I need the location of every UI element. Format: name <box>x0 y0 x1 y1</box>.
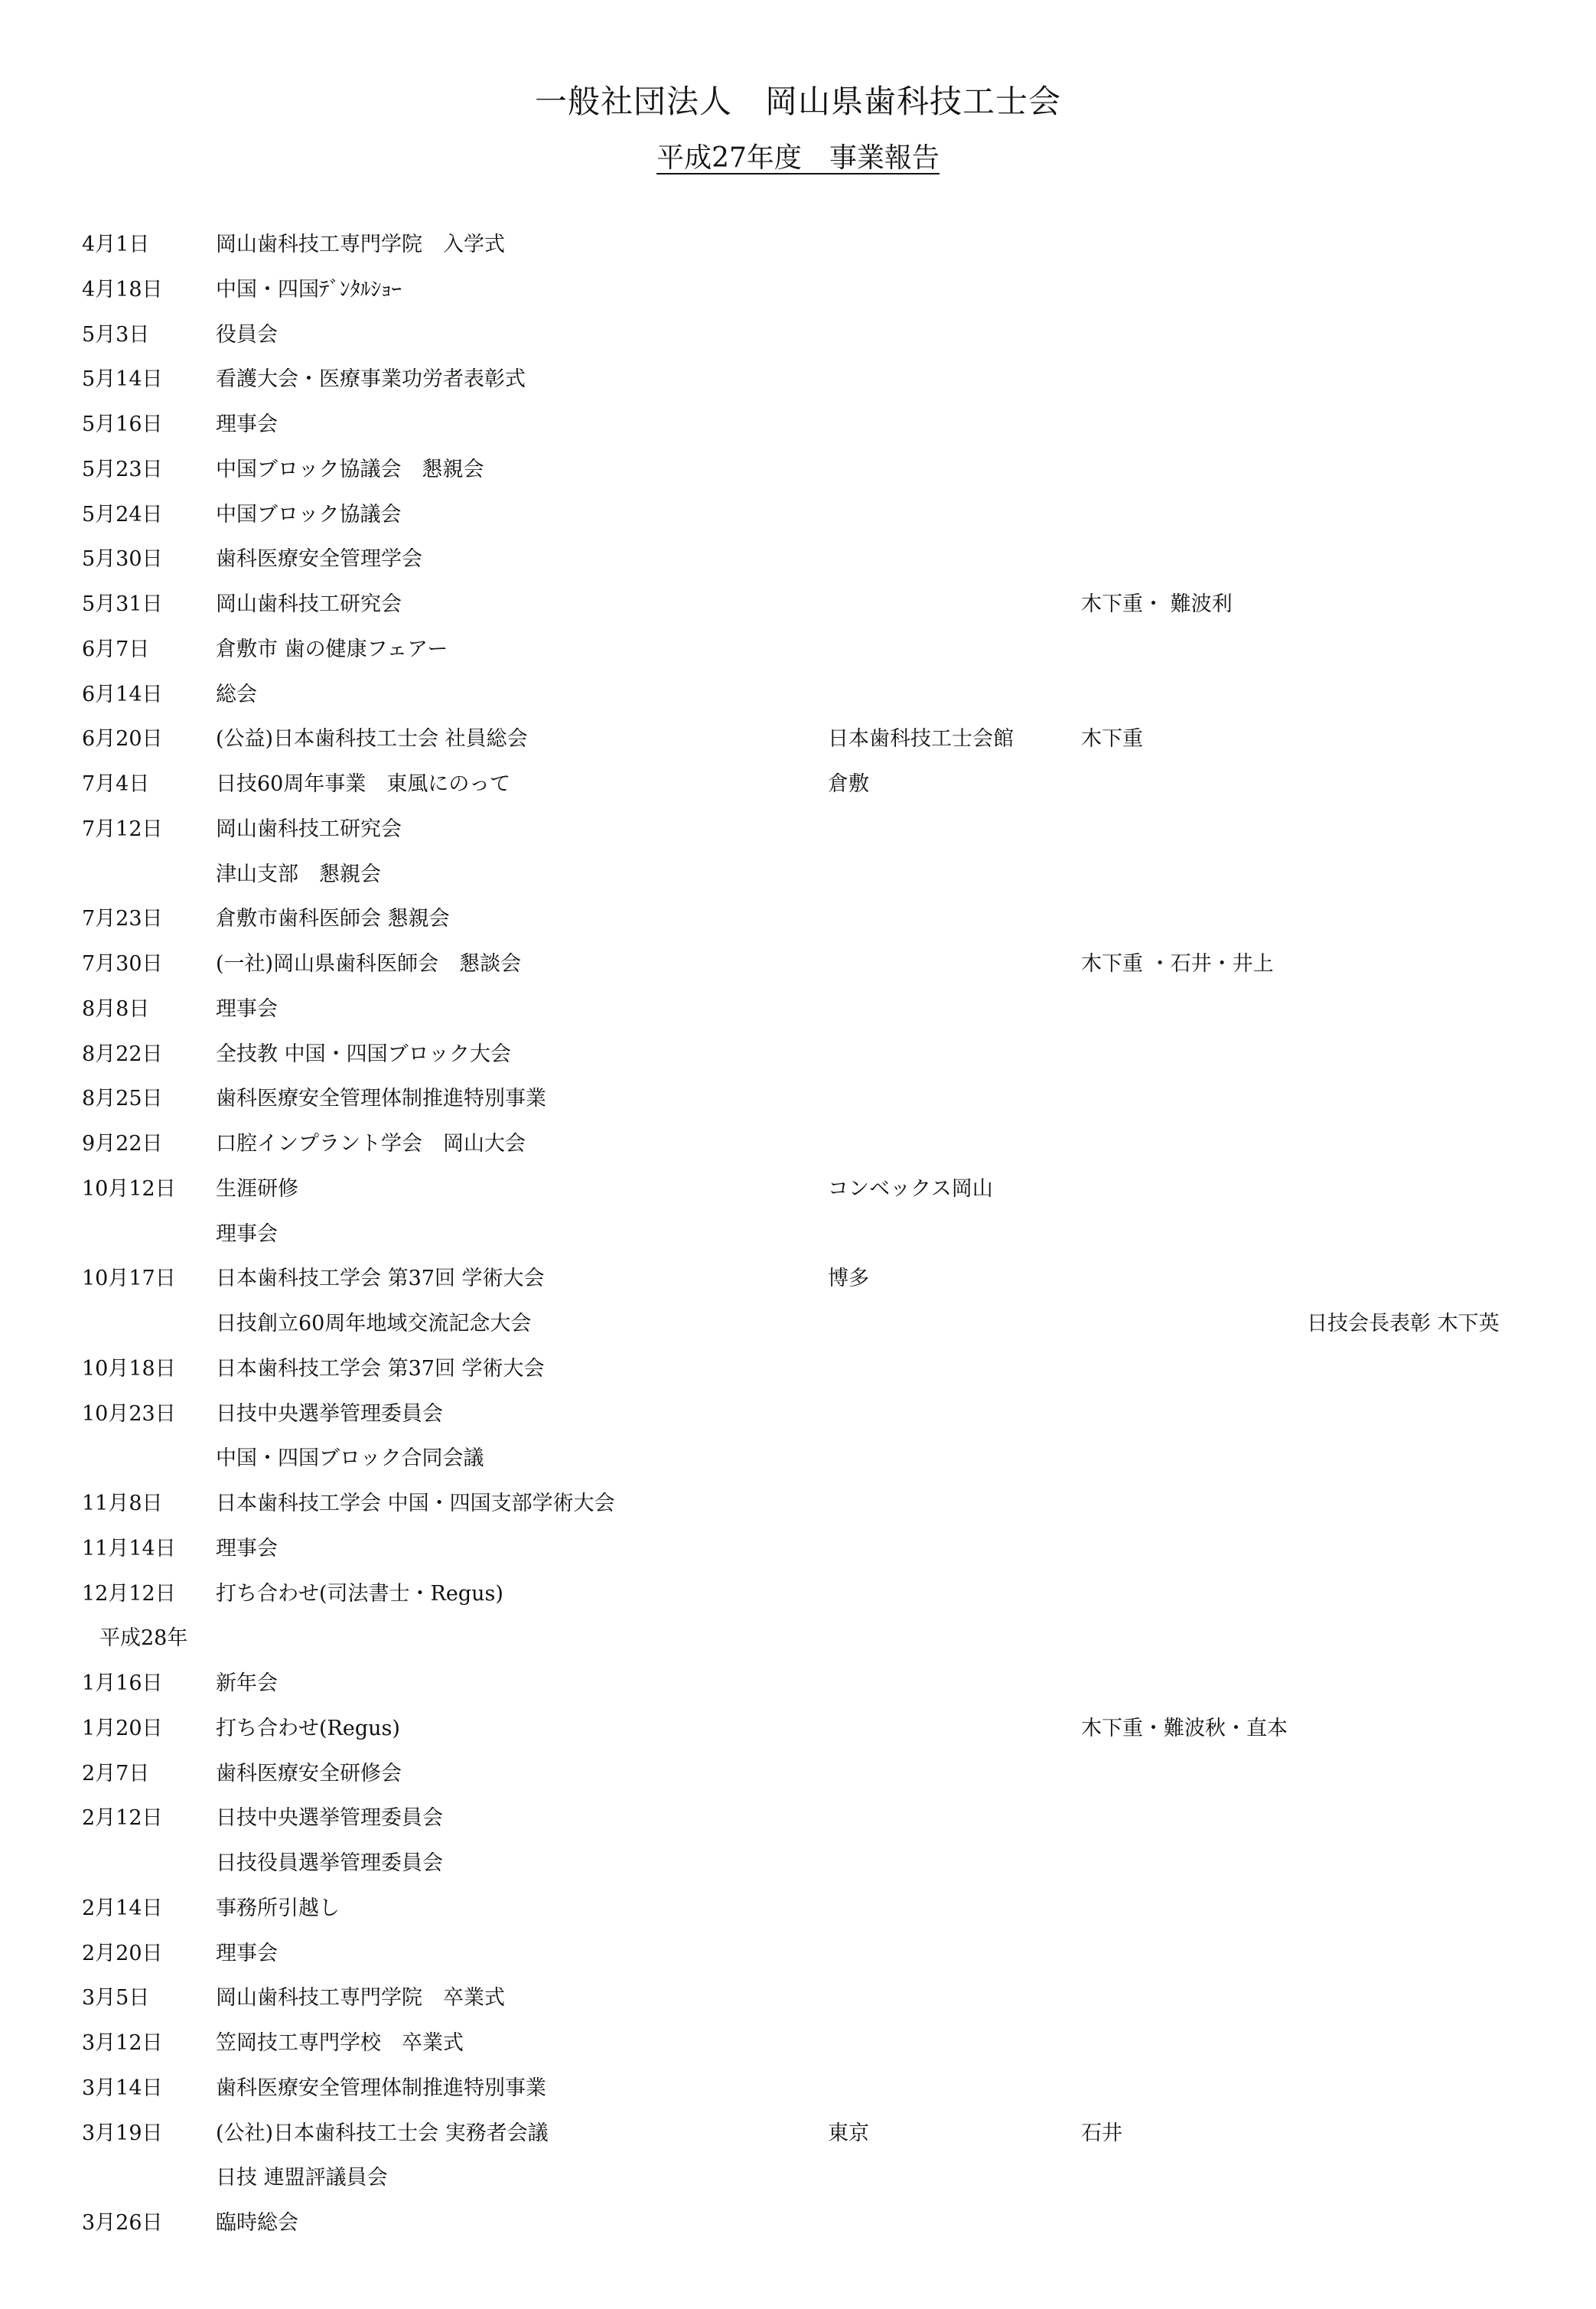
schedule-event: 中国ブロック協議会 <box>216 502 402 527</box>
schedule-event: 生涯研修 <box>216 1176 298 1201</box>
schedule-row <box>0 2208 1596 2253</box>
schedule-row <box>0 589 1596 634</box>
schedule-date: 7月30日 <box>82 952 163 976</box>
schedule-date: 10月12日 <box>82 1176 176 1201</box>
schedule-award: 日技会長表彰 木下英 <box>1307 1312 1500 1336</box>
subtitle-text: 平成27年度 事業報告 <box>656 142 940 174</box>
schedule-event: 打ち合わせ(Regus) <box>216 1716 400 1740</box>
schedule-attendees: 木下重 <box>1081 727 1143 752</box>
schedule-row <box>0 1219 1596 1264</box>
schedule-event: 中国・四国ﾃﾞﾝﾀﾙｼｮｰ <box>216 277 402 302</box>
schedule-row <box>0 1129 1596 1174</box>
schedule-date: 5月3日 <box>82 322 150 347</box>
schedule-date: 9月22日 <box>82 1132 163 1156</box>
schedule-venue: 東京 <box>828 2121 869 2145</box>
schedule-event: 日本歯科技工学会 第37回 学術大会 <box>216 1356 545 1381</box>
schedule-event: (公益)日本歯科技工士会 社員総会 <box>216 727 528 752</box>
schedule-date: 3月14日 <box>82 2076 163 2100</box>
schedule-row <box>0 1354 1596 1399</box>
schedule-row <box>0 1039 1596 1084</box>
schedule-date: 平成28年 <box>99 1626 188 1651</box>
schedule-event: 臨時総会 <box>216 2211 298 2235</box>
schedule-row <box>0 814 1596 859</box>
schedule-event: 岡山歯科技工研究会 <box>216 817 402 841</box>
schedule-row <box>0 1534 1596 1579</box>
schedule-row <box>0 949 1596 994</box>
schedule-event: 看護大会・医療事業功労者表彰式 <box>216 367 526 392</box>
schedule-date: 8月25日 <box>82 1087 163 1111</box>
schedule-row <box>0 1489 1596 1534</box>
schedule-row <box>0 455 1596 500</box>
schedule-row <box>0 1399 1596 1444</box>
schedule-date: 8月22日 <box>82 1042 163 1066</box>
schedule-row <box>0 275 1596 320</box>
schedule-event: 歯科医療安全管理体制推進特別事業 <box>216 2076 546 2100</box>
schedule-venue: 博多 <box>828 1267 869 1291</box>
schedule-event: 理事会 <box>216 996 278 1021</box>
schedule-row <box>0 544 1596 589</box>
schedule-row <box>0 1264 1596 1309</box>
schedule-date: 7月4日 <box>82 772 150 796</box>
schedule-event: 日技創立60周年地域交流記念大会 <box>216 1312 532 1336</box>
schedule-date: 5月30日 <box>82 547 163 572</box>
schedule-date: 3月26日 <box>82 2211 163 2235</box>
schedule-row <box>0 230 1596 275</box>
schedule-event: 新年会 <box>216 1671 278 1695</box>
schedule-event: 日技中央選挙管理委員会 <box>216 1401 443 1426</box>
schedule-event: 中国・四国ブロック合同会議 <box>216 1446 484 1471</box>
schedule-date: 1月20日 <box>82 1716 163 1740</box>
schedule-date: 1月16日 <box>82 1671 163 1695</box>
schedule-event: 笠岡技工専門学校 卒業式 <box>216 2031 464 2055</box>
schedule-event: 理事会 <box>216 413 278 436</box>
schedule-event: 津山支部 懇親会 <box>216 862 381 886</box>
schedule-date: 10月23日 <box>82 1401 176 1426</box>
schedule-event: 岡山歯科技工専門学院 入学式 <box>216 233 505 256</box>
schedule-row <box>0 1848 1596 1893</box>
schedule-event: 理事会 <box>216 1536 278 1561</box>
schedule-row <box>0 634 1596 680</box>
schedule-event: 倉敷市歯科医師会 懇親会 <box>216 907 450 931</box>
schedule-date: 11月8日 <box>82 1492 163 1515</box>
schedule-date: 10月18日 <box>82 1356 176 1381</box>
schedule-row <box>0 1174 1596 1219</box>
schedule-attendees: 木下重・難波秋・直本 <box>1081 1716 1288 1740</box>
schedule-date: 4月18日 <box>82 277 163 302</box>
schedule-event: 歯科医療安全研修会 <box>216 1761 402 1786</box>
schedule-event: 日技 連盟評議員会 <box>216 2166 388 2190</box>
schedule-date: 2月12日 <box>82 1806 163 1831</box>
schedule-date: 3月19日 <box>82 2121 163 2145</box>
schedule-row <box>0 1803 1596 1848</box>
schedule-row <box>0 1443 1596 1489</box>
schedule-venue: 倉敷 <box>828 772 869 796</box>
schedule-event: 日技中央選挙管理委員会 <box>216 1806 443 1831</box>
schedule-event: 岡山歯科技工研究会 <box>216 592 402 616</box>
schedule-date: 6月20日 <box>82 727 163 752</box>
schedule-row <box>0 1579 1596 1624</box>
schedule-row <box>0 1084 1596 1129</box>
schedule-event: 歯科医療安全管理体制推進特別事業 <box>216 1087 546 1111</box>
schedule-date: 6月14日 <box>82 682 163 706</box>
schedule-date: 3月5日 <box>82 1986 150 2011</box>
schedule-row <box>0 1939 1596 1984</box>
schedule-event: (一社)岡山県歯科医師会 懇談会 <box>216 952 522 976</box>
schedule-event: 全技教 中国・四国ブロック大会 <box>216 1042 512 1066</box>
schedule-event: 日技60周年事業 東風にのって <box>216 772 511 796</box>
schedule-event: 岡山歯科技工専門学院 卒業式 <box>216 1986 505 2011</box>
schedule-row <box>0 500 1596 545</box>
schedule-row <box>0 2028 1596 2073</box>
schedule-attendees: 木下重・ 難波利 <box>1081 592 1233 616</box>
schedule-row <box>0 1714 1596 1759</box>
schedule-row <box>0 409 1596 455</box>
schedule-row <box>0 769 1596 814</box>
schedule-attendees: 木下重 ・石井・井上 <box>1081 952 1274 976</box>
schedule-date: 7月23日 <box>82 907 163 931</box>
schedule-row <box>0 1759 1596 1804</box>
schedule-event: 歯科医療安全管理学会 <box>216 547 422 572</box>
schedule-date: 5月31日 <box>82 592 163 616</box>
schedule-date: 5月16日 <box>82 413 163 436</box>
schedule-date: 12月12日 <box>82 1581 176 1606</box>
schedule-row <box>0 680 1596 725</box>
schedule-date: 2月20日 <box>82 1941 163 1965</box>
schedule-date: 3月12日 <box>82 2031 163 2055</box>
document-subtitle <box>0 136 1596 175</box>
schedule-event: 役員会 <box>216 322 278 347</box>
schedule-date: 2月7日 <box>82 1761 150 1786</box>
schedule-row <box>0 994 1596 1039</box>
schedule-date: 6月7日 <box>82 637 150 661</box>
schedule-row <box>0 859 1596 905</box>
schedule-event: 総会 <box>216 682 257 706</box>
schedule-event: 理事会 <box>216 1941 278 1965</box>
schedule-date: 11月14日 <box>82 1536 176 1561</box>
schedule-event: 中国ブロック協議会 懇親会 <box>216 457 484 481</box>
schedule-row <box>0 1309 1596 1354</box>
schedule-date: 5月14日 <box>82 367 163 392</box>
schedule-date: 7月12日 <box>82 817 163 841</box>
schedule-event: 事務所引越し <box>216 1896 340 1920</box>
schedule-row <box>0 1668 1596 1714</box>
schedule-event: 日技役員選挙管理委員会 <box>216 1851 443 1875</box>
schedule-row <box>0 2163 1596 2208</box>
schedule-event: 打ち合わせ(司法書士・Regus) <box>216 1581 503 1606</box>
schedule-event: 理事会 <box>216 1221 278 1246</box>
schedule-row <box>0 2118 1596 2164</box>
schedule-row <box>0 2073 1596 2118</box>
schedule-date: 5月23日 <box>82 457 163 481</box>
schedule-date: 10月17日 <box>82 1267 176 1291</box>
schedule-venue: 日本歯科技工士会館 <box>828 727 1014 752</box>
schedule-event: 口腔インプラント学会 岡山大会 <box>216 1132 526 1156</box>
document-title: 一般社団法人 岡山県歯科技工士会 <box>534 83 1061 120</box>
schedule-row <box>0 724 1596 769</box>
schedule-event: 日本歯科技工学会 中国・四国支部学術大会 <box>216 1492 615 1515</box>
schedule-attendees: 石井 <box>1081 2121 1122 2145</box>
schedule-event: 倉敷市 歯の健康フェアー <box>216 637 448 661</box>
schedule-event: 日本歯科技工学会 第37回 学術大会 <box>216 1267 545 1291</box>
schedule-venue: コンベックス岡山 <box>828 1176 993 1201</box>
schedule-row <box>0 320 1596 365</box>
schedule-row <box>0 1893 1596 1939</box>
schedule-row <box>0 1983 1596 2028</box>
schedule-row <box>0 364 1596 409</box>
schedule-row <box>0 904 1596 949</box>
schedule-date: 4月1日 <box>82 233 150 256</box>
schedule-list <box>0 230 1596 2253</box>
schedule-event: (公社)日本歯科技工士会 実務者会議 <box>216 2121 549 2145</box>
schedule-date: 8月8日 <box>82 996 150 1021</box>
schedule-date: 2月14日 <box>82 1896 163 1920</box>
year-marker-row <box>0 1623 1596 1668</box>
schedule-date: 5月24日 <box>82 502 163 527</box>
